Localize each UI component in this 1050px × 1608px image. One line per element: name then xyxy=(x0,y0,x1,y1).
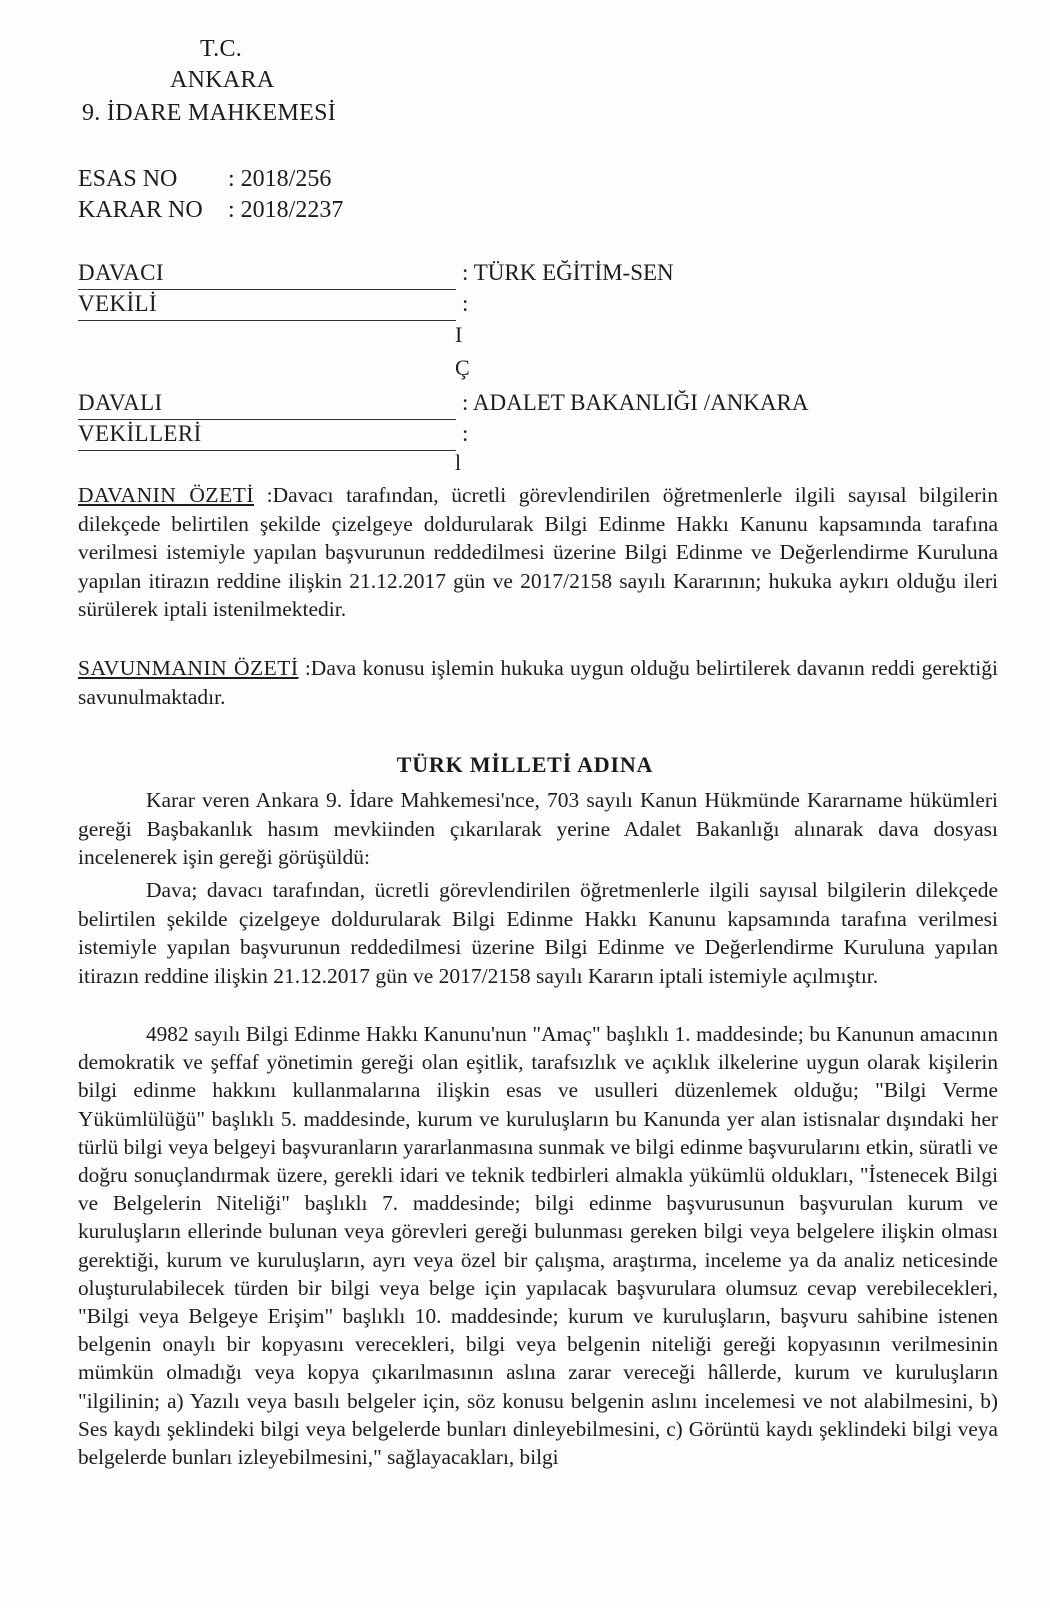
davanin-ozeti-paragraph xyxy=(78,481,998,624)
davaci-row xyxy=(78,258,1028,290)
vekili-fragment-2: Ç xyxy=(455,355,470,380)
vekili-row xyxy=(78,289,1028,321)
header-city: ANKARA xyxy=(170,67,275,93)
savunmanin-ozeti-label: SAVUNMANIN ÖZETİ xyxy=(78,656,299,680)
esas-no-value: : 2018/256 xyxy=(228,166,332,192)
vekilleri-value: : xyxy=(462,421,469,446)
vekilleri-fragment: l xyxy=(455,450,462,475)
esas-no-label: ESAS NO xyxy=(78,166,178,192)
esas-no-row xyxy=(78,164,331,194)
vekili-label: VEKİLİ xyxy=(78,289,456,321)
davanin-ozeti-text: :Davacı tarafından, ücretli görevlendirilen öğretmenlerle ilgili sayısal bilgilerin dilekçede belirtilen şekilde çizelgeye doldurularak Bilgi Edinme Hakkı Kanunu kapsamında tarafına verilmesi istemiyle yapılan başvurunun reddedilmesi üzerine Bilgi Edinme ve Değerlendirme Kuruluna yapılan itirazın reddine ilişkin 21.12.2017 gün ve 2017/2158 sayılı Kararının; hukuka aykırı olduğu ileri sürülerek iptali istenilmektedir. xyxy=(78,483,999,622)
davali-value: : ADALET BAKANLIĞI /ANKARA xyxy=(462,390,809,415)
body-paragraph-2: Dava; davacı tarafından, ücretli görevlendirilen öğretmenlerle ilgili sayısal bilgilerin dilekçede belirtilen şekilde çizelgeye doldurularak Bilgi Edinme Hakkı Kanunu kapsamında tarafına verilmesi istemiyle yapılan başvurunun reddedilmesi üzerine Bilgi Edinme ve Değerlendirme Kuruluna yapılan itirazın reddine ilişkin 21.12.2017 gün ve 2017/2158 sayılı Kararın iptali istemiyle açılmıştır. xyxy=(78,878,998,988)
section-title: TÜRK MİLLETİ ADINA xyxy=(396,752,654,777)
karar-no-label: KARAR NO xyxy=(78,197,203,223)
header-tc: T.C. xyxy=(200,36,243,62)
body-paragraph-3: 4982 sayılı Bilgi Edinme Hakkı Kanunu'nun "Amaç" başlıklı 1. maddesinde; bu Kanunun amacının demokratik ve şeffaf yönetimin gereği olan eşitlik, tarafsızlık ve açıklık ilkelerine uygun olarak kişilerin bilgi edinme hakkını kullanmalarına ilişkin esas ve usulleri düzenlemek olduğu; "Bilgi Verme Yükümlülüğü" başlıklı 5. maddesinde, kurum ve kuruluşların bu Kanunda yer alan istisnalar dışındaki her türlü bilgi veya belgeyi başvuranların yararlanmasına sunmak ve bilgi edinme başvurularını etkin, süratli ve doğru sonuçlandırmak üzere, gerekli idari ve teknik tedbirleri almakla yükümlü oldukları, "İstenecek Bilgi ve Belgelerin Niteliği" başlıklı 7. maddesinde; bilgi edinme başvurusunun başvurulan kurum ve kuruluşların ellerinde bulunan veya görevleri gereği bulunması gereken bilgi veya belgelere ilişkin olması gerektiği, kurum ve kuruluşların, ayrı veya özel bir çalışma, araştırma, inceleme ya da analiz neticesinde oluşturulabilecek türden bir bilgi veya belge için yapılacak başvurulara olumsuz cevap verebilecekleri, "Bilgi veya Belgeye Erişim" başlıklı 10. maddesinde; kurum ve kuruluşların, başvuru sahibine istenen belgenin onaylı bir kopyasını verecekleri, bilgi veya belgenin niteliği gereği kopyasının verilmesinin mümkün olmadığı veya kopya çıkarılmasının aslına zarar vereceği hâllerde, kurum ve kuruluşların "ilgilinin; a) Yazılı veya basılı belgeler için, söz konusu belgenin aslını incelemesi ve not alabilmesini, b) Ses kaydı şeklindeki bilgi veya belgelerde bunları dinleyebilmesini, c) Görüntü kaydı şeklindeki bilgi veya belgelerde bunları izleyebilmesini," sağlayacakları, bilgi xyxy=(78,1022,998,1470)
karar-no-value: : 2018/2237 xyxy=(228,197,344,223)
davanin-ozeti-label: DAVANIN ÖZETİ xyxy=(78,483,254,507)
vekilleri-label: VEKİLLERİ xyxy=(78,419,456,451)
davaci-label: DAVACI xyxy=(78,258,456,290)
davaci-value: : TÜRK EĞİTİM-SEN xyxy=(462,260,674,285)
vekilleri-row xyxy=(78,419,1028,451)
davali-label: DAVALI xyxy=(78,388,456,420)
savunmanin-ozeti-text: :Dava konusu işlemin hukuka uygun olduğu belirtilerek davanın reddi gerektiği savunulmaktadır. xyxy=(78,656,998,709)
body-paragraph-1: Karar veren Ankara 9. İdare Mahkemesi'nce, 703 sayılı Kanun Hükmünde Kararname hükümleri gereği Başbakanlık hasım mevkiinden çıkarılarak yerine Adalet Bakanlığı alınarak dava dosyası incelenerek işin gereği görüşüldü: xyxy=(78,788,998,870)
vekili-fragment-1: I xyxy=(455,322,463,347)
karar-no-row xyxy=(78,195,343,225)
vekili-value: : xyxy=(462,291,469,316)
savunmanin-ozeti-paragraph xyxy=(78,654,998,711)
header-court: 9. İDARE MAHKEMESİ xyxy=(82,100,337,126)
davali-row xyxy=(78,388,1028,420)
